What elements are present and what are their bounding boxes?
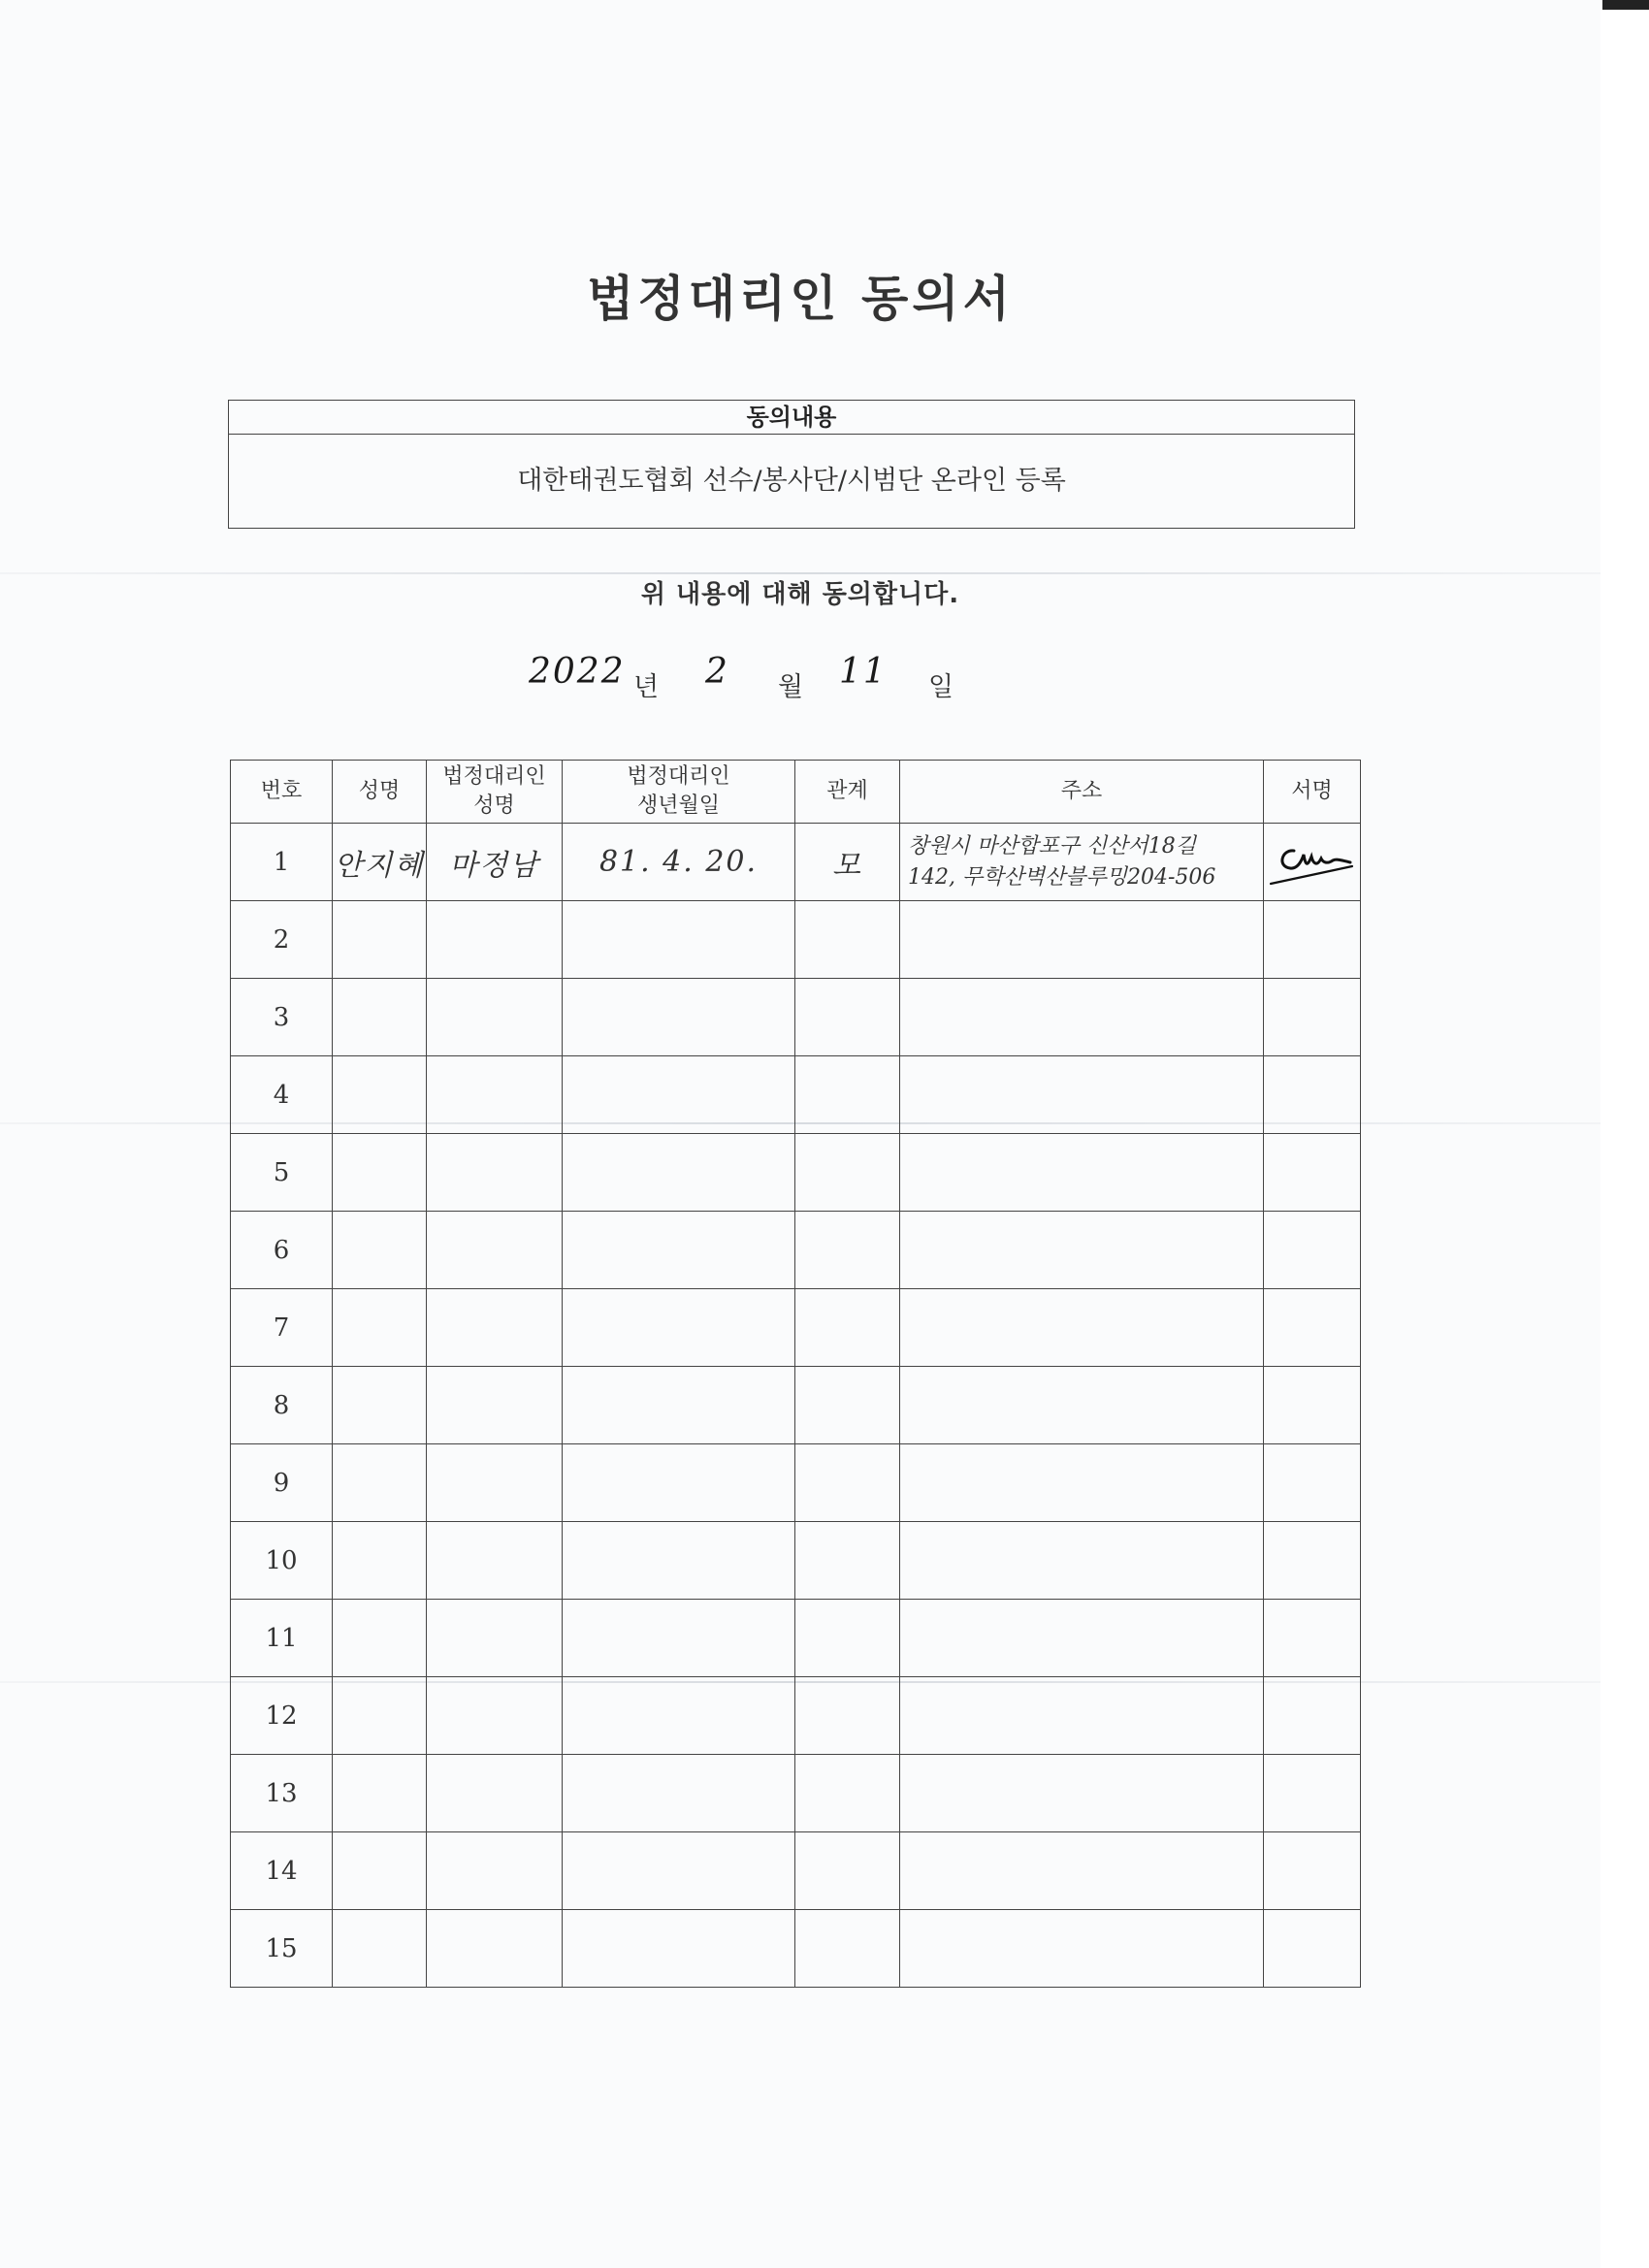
document-title: 법정대리인 동의서 — [587, 271, 1014, 327]
consent-content: 대한태권도협회 선수/봉사단/시범단 온라인 등록 — [517, 466, 1066, 496]
cell-guardian-birth — [563, 1910, 795, 1988]
cell-name — [333, 979, 427, 1056]
cell-guardian-name — [427, 1910, 563, 1988]
cell-address — [900, 1522, 1264, 1600]
cell-name — [333, 1056, 427, 1134]
header-guardian-birth-line1: 법정대리인 — [627, 764, 730, 789]
cell-relation: 모 — [795, 824, 900, 901]
cell-name — [333, 1522, 427, 1600]
cell-guardian-name — [427, 1212, 563, 1289]
header-guardian-birth-line2: 생년월일 — [636, 794, 720, 818]
address-line1: 창원시 마산합포구 신산서18길 — [908, 833, 1197, 859]
consent-box — [228, 400, 1355, 529]
date-month-unit: 월 — [778, 672, 804, 702]
cell-address — [900, 1600, 1264, 1677]
cell-guardian-birth — [563, 1134, 795, 1212]
cell-relation — [795, 1677, 900, 1755]
cell-name — [333, 1212, 427, 1289]
cell-address — [900, 824, 1264, 901]
table-row — [231, 1910, 1361, 1988]
date-day-unit: 일 — [928, 672, 954, 702]
cell-guardian-birth — [563, 1056, 795, 1134]
table-row — [231, 824, 1361, 901]
cell-address — [900, 1134, 1264, 1212]
cell-guardian-name — [427, 1755, 563, 1832]
table-row — [231, 1832, 1361, 1910]
cell-no: 5 — [231, 1134, 333, 1212]
cell-name — [333, 1677, 427, 1755]
cell-name — [333, 901, 427, 979]
cell-no: 11 — [231, 1600, 333, 1677]
cell-address — [900, 1910, 1264, 1988]
cell-name — [333, 1444, 427, 1522]
header-address: 주소 — [900, 761, 1264, 824]
cell-no: 3 — [231, 979, 333, 1056]
cell-guardian-name — [427, 979, 563, 1056]
scan-edge-mark — [1602, 0, 1649, 10]
cell-guardian-name — [427, 1832, 563, 1910]
cell-guardian-name — [427, 1522, 563, 1600]
cell-name — [333, 1289, 427, 1367]
scan-edge — [1600, 0, 1649, 2268]
cell-no: 7 — [231, 1289, 333, 1367]
cell-guardian-birth — [563, 1444, 795, 1522]
table-row — [231, 1522, 1361, 1600]
cell-signature — [1264, 1832, 1361, 1910]
table-row — [231, 901, 1361, 979]
cell-guardian-name — [427, 1600, 563, 1677]
table-row — [231, 1289, 1361, 1367]
cell-relation — [795, 1212, 900, 1289]
header-guardian-name-line1: 법정대리인 — [442, 764, 546, 789]
cell-signature — [1264, 1367, 1361, 1444]
header-guardian-birth — [563, 761, 795, 824]
cell-signature — [1264, 901, 1361, 979]
cell-address — [900, 1056, 1264, 1134]
cell-address — [900, 901, 1264, 979]
cell-relation — [795, 1056, 900, 1134]
cell-relation — [795, 1832, 900, 1910]
table-row — [231, 1056, 1361, 1134]
cell-name — [333, 1600, 427, 1677]
cell-address — [900, 1755, 1264, 1832]
cell-signature — [1264, 979, 1361, 1056]
cell-address — [900, 1444, 1264, 1522]
cell-no: 13 — [231, 1755, 333, 1832]
cell-address — [900, 1289, 1264, 1367]
cell-address — [900, 1367, 1264, 1444]
cell-address — [900, 1677, 1264, 1755]
cell-signature — [1264, 1134, 1361, 1212]
cell-name — [333, 1755, 427, 1832]
cell-relation — [795, 1910, 900, 1988]
date-year: 2022 — [529, 652, 626, 692]
cell-name: 안지혜 — [333, 824, 427, 901]
cell-signature — [1264, 1755, 1361, 1832]
cell-signature — [1264, 1910, 1361, 1988]
cell-no: 4 — [231, 1056, 333, 1134]
table-row — [231, 1367, 1361, 1444]
date-year-unit: 년 — [633, 672, 660, 702]
cell-relation — [795, 901, 900, 979]
cell-signature — [1264, 1600, 1361, 1677]
cell-guardian-name: 마정남 — [427, 824, 563, 901]
cell-guardian-birth — [563, 1677, 795, 1755]
cell-guardian-name — [427, 1289, 563, 1367]
cell-guardian-birth — [563, 1600, 795, 1677]
cell-no: 1 — [231, 824, 333, 901]
cell-relation — [795, 979, 900, 1056]
cell-name — [333, 1134, 427, 1212]
cell-guardian-birth — [563, 1755, 795, 1832]
cell-name — [333, 1367, 427, 1444]
consent-heading: 동의내용 — [229, 401, 1354, 435]
table-row — [231, 1600, 1361, 1677]
cell-guardian-name — [427, 1134, 563, 1212]
agreement-text: 위 내용에 대해 동의합니다. — [640, 580, 960, 609]
cell-signature — [1264, 1522, 1361, 1600]
table-body — [231, 824, 1361, 1988]
address-line2: 142, 무학산벽산블루밍204-506 — [908, 864, 1216, 890]
cell-guardian-birth — [563, 1367, 795, 1444]
cell-signature — [1264, 824, 1361, 901]
cell-guardian-birth — [563, 979, 795, 1056]
cell-no: 14 — [231, 1832, 333, 1910]
cell-no: 10 — [231, 1522, 333, 1600]
cell-guardian-birth — [563, 1522, 795, 1600]
cell-guardian-birth — [563, 1289, 795, 1367]
header-no: 번호 — [231, 761, 333, 824]
table-header-row — [231, 761, 1361, 824]
cell-address — [900, 1212, 1264, 1289]
header-name: 성명 — [333, 761, 427, 824]
cell-no: 9 — [231, 1444, 333, 1522]
guardian-table — [230, 760, 1361, 1988]
cell-relation — [795, 1600, 900, 1677]
cell-signature — [1264, 1677, 1361, 1755]
cell-relation — [795, 1444, 900, 1522]
cell-signature — [1264, 1444, 1361, 1522]
table-row — [231, 1755, 1361, 1832]
cell-name — [333, 1832, 427, 1910]
cell-guardian-birth — [563, 1212, 795, 1289]
cell-guardian-birth: 81. 4. 20. — [563, 824, 795, 901]
cell-address — [900, 979, 1264, 1056]
cell-name — [333, 1910, 427, 1988]
cell-guardian-name — [427, 901, 563, 979]
cell-relation — [795, 1134, 900, 1212]
cell-address — [900, 1832, 1264, 1910]
cell-signature — [1264, 1289, 1361, 1367]
table-row — [231, 1134, 1361, 1212]
cell-no: 6 — [231, 1212, 333, 1289]
cell-guardian-name — [427, 1444, 563, 1522]
cell-guardian-birth — [563, 901, 795, 979]
header-guardian-name — [427, 761, 563, 824]
cell-no: 8 — [231, 1367, 333, 1444]
header-signature: 서명 — [1264, 761, 1361, 824]
cell-relation — [795, 1289, 900, 1367]
table-row — [231, 1212, 1361, 1289]
cell-guardian-name — [427, 1367, 563, 1444]
date-day: 11 — [839, 652, 888, 692]
cell-no: 15 — [231, 1910, 333, 1988]
cell-signature — [1264, 1212, 1361, 1289]
date-month: 2 — [705, 652, 729, 692]
cell-signature — [1264, 1056, 1361, 1134]
cell-guardian-name — [427, 1056, 563, 1134]
handwritten-signature — [1265, 833, 1360, 891]
header-relation: 관계 — [795, 761, 900, 824]
table-row — [231, 979, 1361, 1056]
header-guardian-name-line2: 성명 — [473, 794, 515, 818]
table-row — [231, 1444, 1361, 1522]
cell-relation — [795, 1755, 900, 1832]
cell-relation — [795, 1522, 900, 1600]
cell-no: 2 — [231, 901, 333, 979]
table-row — [231, 1677, 1361, 1755]
cell-guardian-birth — [563, 1832, 795, 1910]
cell-no: 12 — [231, 1677, 333, 1755]
cell-relation — [795, 1367, 900, 1444]
cell-guardian-name — [427, 1677, 563, 1755]
